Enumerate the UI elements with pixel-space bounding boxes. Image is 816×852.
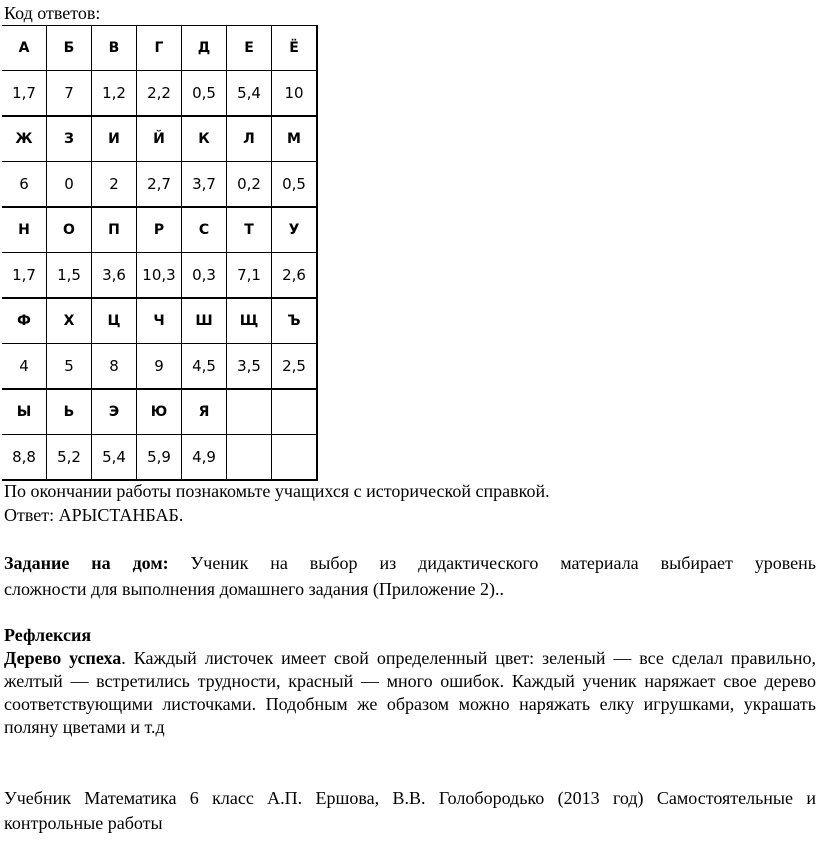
value-cell: 5,9 — [137, 435, 182, 481]
value-cell: 10,3 — [137, 253, 182, 299]
letter-cell: Щ — [227, 298, 272, 344]
answer-code-heading: Код ответов: — [4, 3, 101, 23]
value-cell: 2,2 — [137, 71, 182, 117]
letter-row — [2, 116, 317, 162]
source-line-2: контрольные работы — [4, 813, 163, 833]
value-cell: 2,5 — [272, 344, 318, 390]
value-cell: 6 — [2, 162, 47, 208]
value-row — [2, 344, 317, 390]
value-cell: 2 — [92, 162, 137, 208]
letter-cell: Л — [227, 116, 272, 162]
letter-cell: Ч — [137, 298, 182, 344]
value-cell: 3,6 — [92, 253, 137, 299]
letter-cell: Е — [227, 26, 272, 71]
reflection-line-1 — [4, 647, 816, 670]
letter-cell: Ж — [2, 116, 47, 162]
letter-cell: Т — [227, 207, 272, 253]
letter-cell: Ю — [137, 389, 182, 435]
value-row — [2, 71, 317, 117]
value-cell: 1,5 — [47, 253, 92, 299]
success-tree-label: Дерево успеха — [4, 648, 122, 668]
letter-cell: Ъ — [272, 298, 318, 344]
letter-cell: Й — [137, 116, 182, 162]
value-cell: 3,7 — [182, 162, 227, 208]
letter-cell: М — [272, 116, 318, 162]
letter-cell: И — [92, 116, 137, 162]
value-cell: 4,5 — [182, 344, 227, 390]
letter-cell: С — [182, 207, 227, 253]
letter-cell: З — [47, 116, 92, 162]
value-cell: 3,5 — [227, 344, 272, 390]
value-cell: 8 — [92, 344, 137, 390]
historical-note-instruction: По окончании работы познакомьте учащихся с исторической справкой. — [4, 481, 550, 501]
letter-cell: А — [2, 26, 47, 71]
reflection-text-1: . Каждый листочек имеет свой определенный цвет: зеленый — все сделал правильно, — [121, 648, 816, 668]
letter-cell: Ц — [92, 298, 137, 344]
value-cell: 4,9 — [182, 435, 227, 481]
reflection-heading — [4, 624, 91, 647]
value-cell: 1,7 — [2, 71, 47, 117]
value-cell: 10 — [272, 71, 318, 117]
homework-line-1 — [4, 552, 816, 575]
letter-cell: Б — [47, 26, 92, 71]
letter-row — [2, 298, 317, 344]
value-cell: 2,6 — [272, 253, 318, 299]
letter-cell: Д — [182, 26, 227, 71]
source-line-1: Учебник Математика 6 класс А.П. Ершова, В.В. Голобородько (2013 год) Самостоятельные и — [4, 788, 816, 808]
answer-code-table — [2, 25, 318, 481]
letter-row — [2, 26, 317, 71]
value-row — [2, 253, 317, 299]
letter-cell: Ф — [2, 298, 47, 344]
value-cell: 7,1 — [227, 253, 272, 299]
reflection-line-2: желтый — встретились трудности, красный — много ошибок. Каждый ученик наряжает свое дерево — [4, 671, 816, 691]
letter-row — [2, 207, 317, 253]
answer-text: Ответ: АРЫСТАНБАБ. — [4, 505, 184, 525]
value-cell: 0,2 — [227, 162, 272, 208]
value-cell: 5,2 — [47, 435, 92, 481]
letter-cell: О — [47, 207, 92, 253]
letter-cell: Р — [137, 207, 182, 253]
letter-cell: К — [182, 116, 227, 162]
value-cell: 7 — [47, 71, 92, 117]
value-cell — [227, 435, 272, 481]
letter-cell — [227, 389, 272, 435]
value-cell: 5,4 — [92, 435, 137, 481]
homework-line-2: сложности для выполнения домашнего задания (Приложение 2).. — [4, 579, 504, 599]
homework-text-1: Ученик на выбор из дидактического материала выбирает уровень — [168, 553, 816, 573]
reflection-line-3: соответствующими листочками. Подобным же образом можно наряжать елку игрушками, украшать — [4, 694, 816, 714]
value-cell: 5,4 — [227, 71, 272, 117]
value-row — [2, 435, 317, 481]
value-cell — [272, 435, 318, 481]
letter-cell: П — [92, 207, 137, 253]
letter-cell: Ё — [272, 26, 318, 71]
value-cell: 0,5 — [272, 162, 318, 208]
letter-cell: Ь — [47, 389, 92, 435]
value-cell: 1,2 — [92, 71, 137, 117]
value-row — [2, 162, 317, 208]
value-cell: 4 — [2, 344, 47, 390]
letter-cell: Н — [2, 207, 47, 253]
letter-cell: Х — [47, 298, 92, 344]
letter-cell: Я — [182, 389, 227, 435]
reflection-line-4: поляну цветами и т.д — [4, 717, 165, 737]
value-cell: 5 — [47, 344, 92, 390]
letter-row — [2, 389, 317, 435]
value-cell: 2,7 — [137, 162, 182, 208]
reflection-heading-text: Рефлексия — [4, 625, 92, 645]
letter-cell: Г — [137, 26, 182, 71]
value-cell: 0,3 — [182, 253, 227, 299]
letter-cell — [272, 389, 318, 435]
value-cell: 1,7 — [2, 253, 47, 299]
value-cell: 8,8 — [2, 435, 47, 481]
letter-cell: Ы — [2, 389, 47, 435]
value-cell: 0 — [47, 162, 92, 208]
letter-cell: Ш — [182, 298, 227, 344]
homework-label: Задание на дом: — [4, 553, 169, 573]
letter-cell: Э — [92, 389, 137, 435]
letter-cell: В — [92, 26, 137, 71]
letter-cell: У — [272, 207, 318, 253]
value-cell: 9 — [137, 344, 182, 390]
value-cell: 0,5 — [182, 71, 227, 117]
